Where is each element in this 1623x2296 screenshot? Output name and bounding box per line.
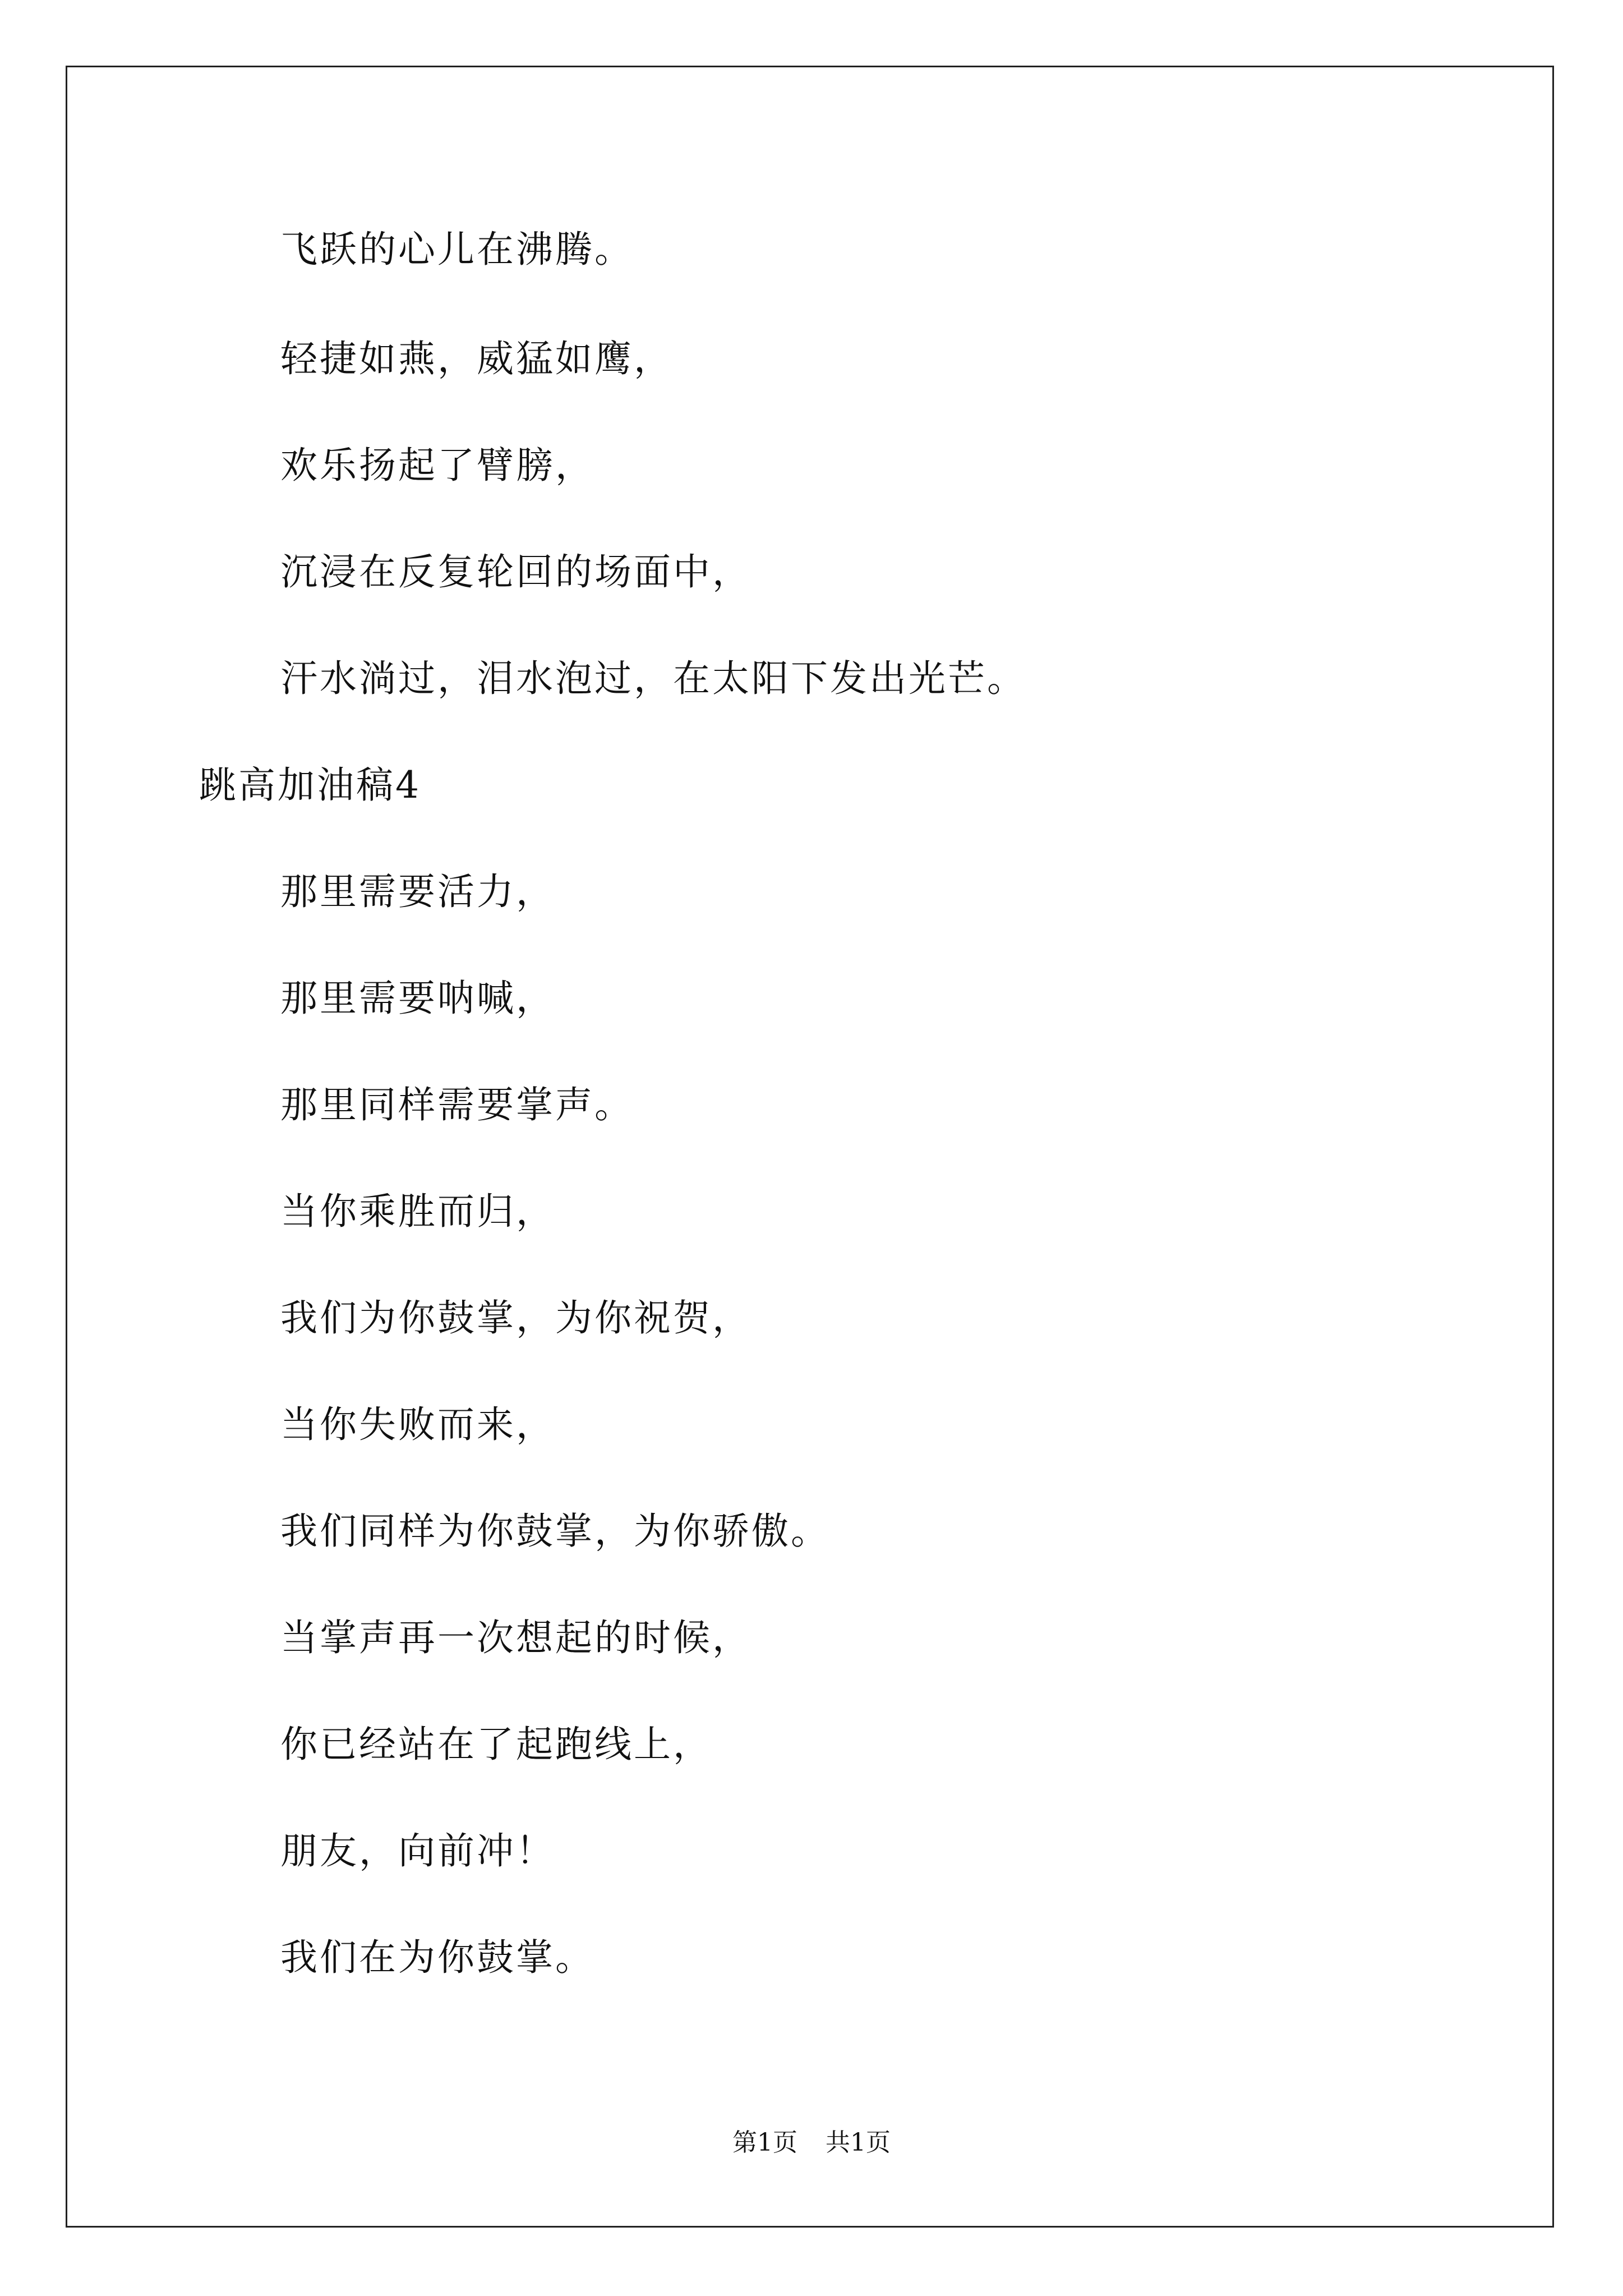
poem-line: 轻捷如燕，威猛如鹰， bbox=[280, 337, 673, 380]
poem-line: 那里需要活力， bbox=[280, 870, 555, 913]
poem-line: 当掌声再一次想起的时候， bbox=[280, 1616, 751, 1659]
poem-line: 我们为你鼓掌，为你祝贺， bbox=[280, 1296, 751, 1340]
poem-line: 你已经站在了起跑线上， bbox=[280, 1723, 712, 1766]
poem-line: 那里需要呐喊， bbox=[280, 977, 555, 1020]
page-current: 第1页 bbox=[732, 2128, 797, 2157]
poem-line: 朋友，向前冲！ bbox=[280, 1829, 555, 1872]
poem-line: 欢乐扬起了臂膀， bbox=[280, 444, 594, 487]
poem-line: 那里同样需要掌声。 bbox=[280, 1083, 634, 1126]
page-footer bbox=[0, 2126, 1623, 2160]
poem-line: 飞跃的心儿在沸腾。 bbox=[280, 228, 634, 271]
poem-line: 汗水淌过，泪水泡过，在太阳下发出光芒。 bbox=[280, 657, 1026, 700]
poem-line: 当你乘胜而归， bbox=[280, 1190, 555, 1233]
section-heading: 跳高加油稿4 bbox=[199, 763, 421, 807]
poem-line: 沉浸在反复轮回的场面中， bbox=[280, 550, 751, 593]
page-total: 共1页 bbox=[826, 2128, 891, 2157]
poem-line: 我们在为你鼓掌。 bbox=[280, 1936, 594, 1979]
page-border bbox=[66, 66, 1554, 2228]
poem-line: 当你失败而来， bbox=[280, 1403, 555, 1446]
poem-line: 我们同样为你鼓掌，为你骄傲。 bbox=[280, 1510, 830, 1553]
